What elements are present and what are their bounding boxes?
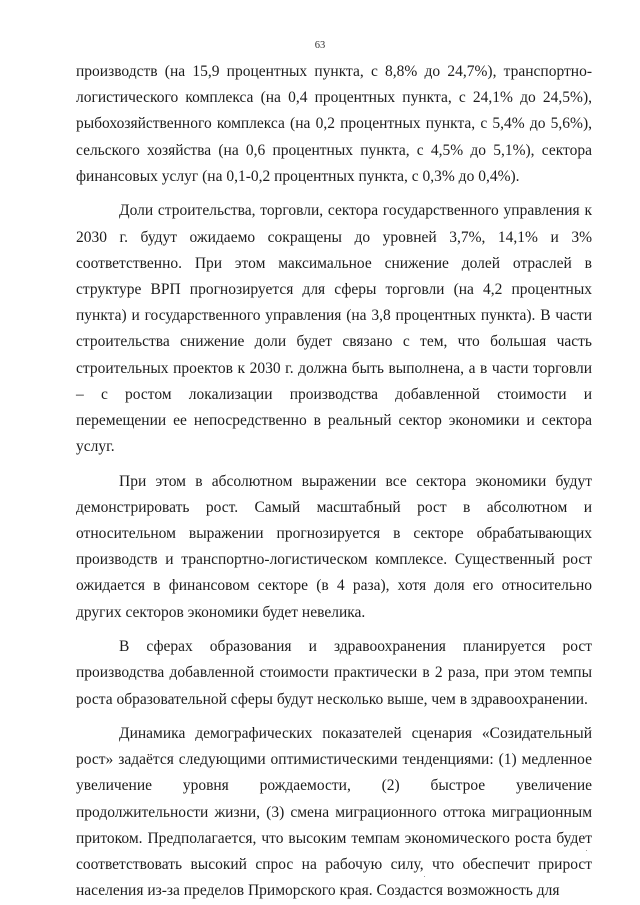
scan-speck (424, 876, 425, 877)
page-number: 63 (314, 40, 326, 51)
paragraph-shares-decline: Доли строительства, торговли, сектора государственного управления к 2030 г. будут ожидаемо сокращены до уровней 3,7%, 14,1% и 3% соответственно. При этом максимальное снижение долей отраслей в структуре ВРП прогнозируется для сферы торговли (на 4,2 процентных пункта) и государственного управления (на 3,8 процентных пункта). В части строительства снижение доли будет связано с тем, что большая часть строительных проектов к 2030 г. должна быть выполнена, а в части торговли – с ростом локализации производства добавленной стоимости и перемещении ее непосредственно в реальный сектор экономики и сектора услуг. (76, 202, 592, 456)
body-text (76, 59, 592, 904)
paragraph-absolute-growth: При этом в абсолютном выражении все сектора экономики будут демонстрировать рост. Самый масштабный рост в абсолютном и относительном выражении прогнозируется в секторе обрабатывающих производств и транспортно-логистическом комплексе. Существенный рост ожидается в финансовом секторе (в 4 раза), хотя доля его относительно других секторов экономики будет невелика. (76, 472, 592, 621)
paragraph-continuation: производств (на 15,9 процентных пункта, с 8,8% до 24,7%), транспортно-логистического комплекса (на 0,4 процентных пункта, с 24,1% до 24,5%), рыбохозяйственного комплекса (на 0,2 процентных пункта, с 5,4% до 5,6%), сельского хозяйства (на 0,6 процентных пункта, с 4,5% до 5,1%), сектора финансовых услуг (на 0,1-0,2 процентных пункта, с 0,3% до 0,4%). (76, 63, 592, 185)
scan-speck (586, 850, 587, 851)
paragraph-education-health: В сферах образования и здравоохранения планируется рост производства добавленной стоимости практически в 2 раза, при этом темпы роста образовательной сферы будут несколько выше, чем в здравоохранении. (76, 638, 592, 708)
paragraph-demographics: Динамика демографических показателей сценария «Созидательный рост» задаётся следующими оптимистическими тенденциями: (1) медленное увеличение уровня рождаемости, (2) быстрое увеличение продолжительности жизни, (3) смена миграционного оттока миграционным притоком. Предполагается, что высоким темпам экономического роста будет соответствовать высокий спрос на рабочую силу, что обеспечит прирост населения из-за пределов Приморского края. Создастся возможность для (76, 725, 592, 900)
